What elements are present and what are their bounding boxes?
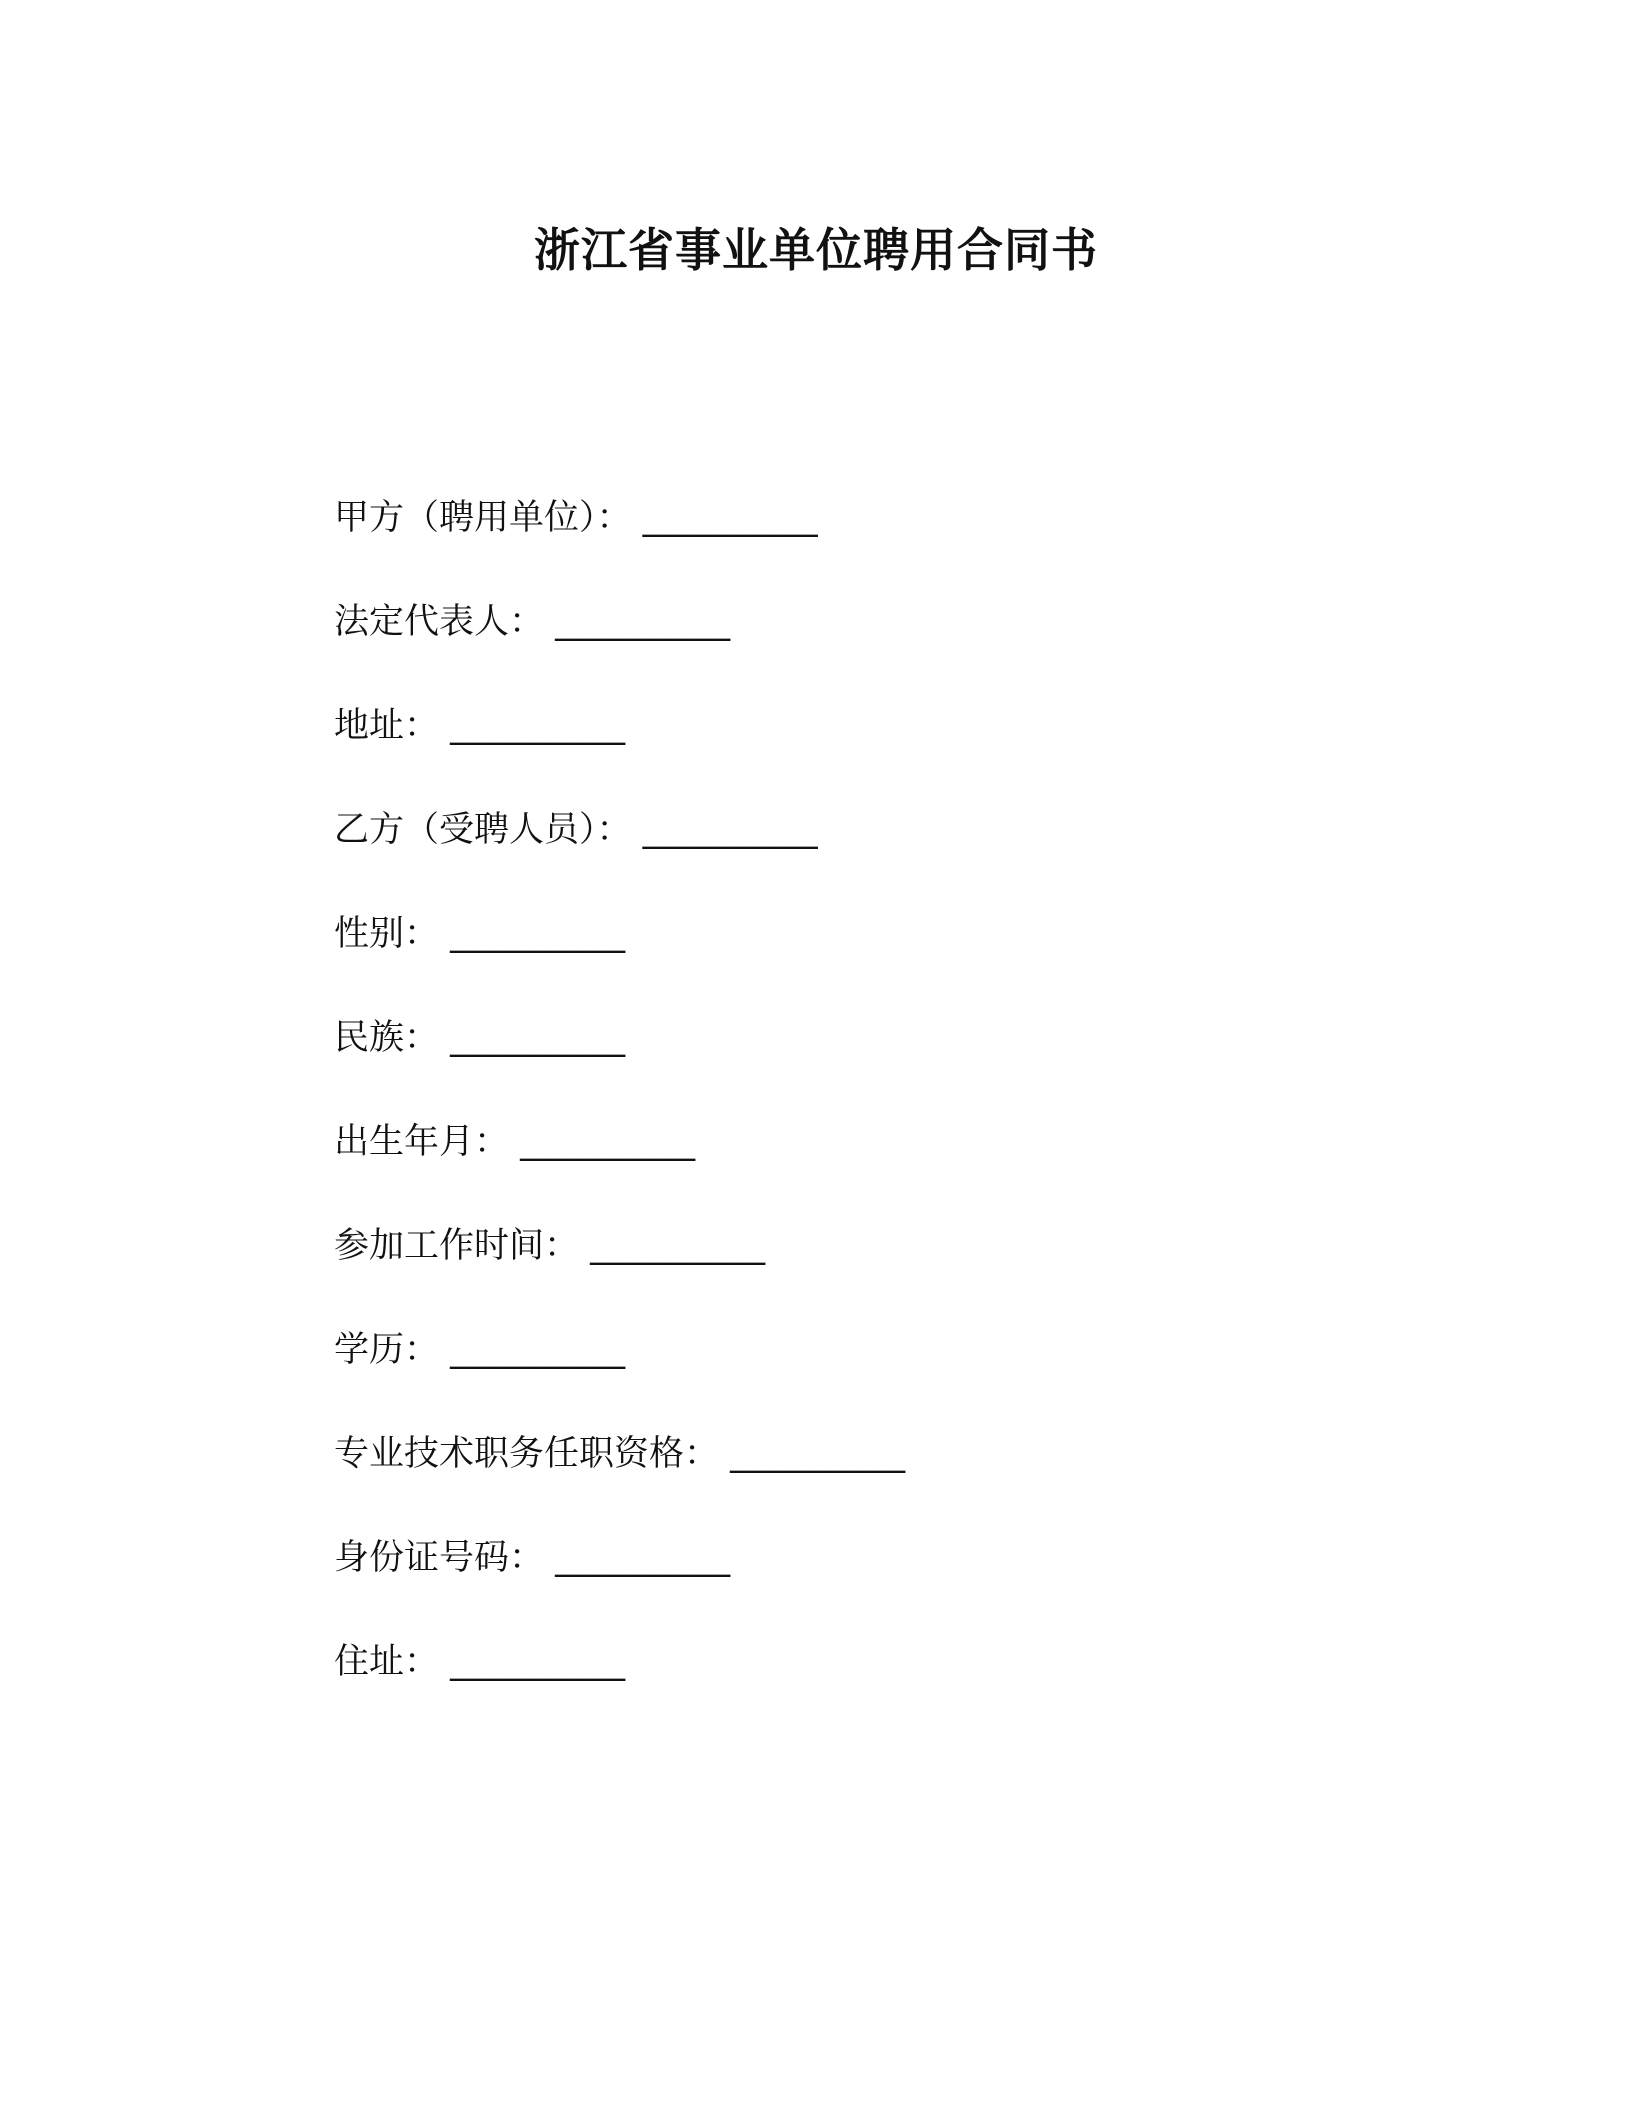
field-professional-title xyxy=(334,1428,1434,1532)
field-label: 学历： xyxy=(334,1330,440,1370)
field-label: 地址： xyxy=(334,706,440,746)
field-birth-date xyxy=(334,1116,1434,1220)
fill-blank[interactable]: __________ xyxy=(450,1642,626,1682)
field-address xyxy=(334,700,1434,804)
fill-blank[interactable]: __________ xyxy=(450,1330,626,1370)
field-label: 甲方（聘用单位）： xyxy=(334,498,632,538)
field-residence xyxy=(334,1636,1434,1740)
document-title: 浙江省事业单位聘用合同书 xyxy=(534,223,1098,277)
field-id-number xyxy=(334,1532,1434,1636)
fill-blank[interactable]: __________ xyxy=(450,706,626,746)
field-employee xyxy=(334,804,1434,908)
fill-blank[interactable]: __________ xyxy=(642,498,818,538)
field-label: 出生年月： xyxy=(334,1122,510,1162)
field-label: 法定代表人： xyxy=(334,602,545,642)
fill-blank[interactable]: __________ xyxy=(590,1226,766,1266)
field-ethnicity xyxy=(334,1012,1434,1116)
field-label: 专业技术职务任职资格： xyxy=(334,1434,720,1474)
form-fields xyxy=(334,492,1434,1740)
fill-blank[interactable]: __________ xyxy=(730,1434,906,1474)
field-label: 住址： xyxy=(334,1642,440,1682)
field-label: 身份证号码： xyxy=(334,1538,545,1578)
field-gender xyxy=(334,908,1434,1012)
field-label: 参加工作时间： xyxy=(334,1226,580,1266)
fill-blank[interactable]: __________ xyxy=(450,914,626,954)
fill-blank[interactable]: __________ xyxy=(555,1538,731,1578)
fill-blank[interactable]: __________ xyxy=(450,1018,626,1058)
field-label: 民族： xyxy=(334,1018,440,1058)
field-label: 乙方（受聘人员）： xyxy=(334,810,632,850)
fill-blank[interactable]: __________ xyxy=(555,602,731,642)
field-work-start xyxy=(334,1220,1434,1324)
field-education xyxy=(334,1324,1434,1428)
fill-blank[interactable]: __________ xyxy=(642,810,818,850)
field-legal-representative xyxy=(334,596,1434,700)
fill-blank[interactable]: __________ xyxy=(520,1122,696,1162)
field-label: 性别： xyxy=(334,914,440,954)
field-employer xyxy=(334,492,1434,596)
